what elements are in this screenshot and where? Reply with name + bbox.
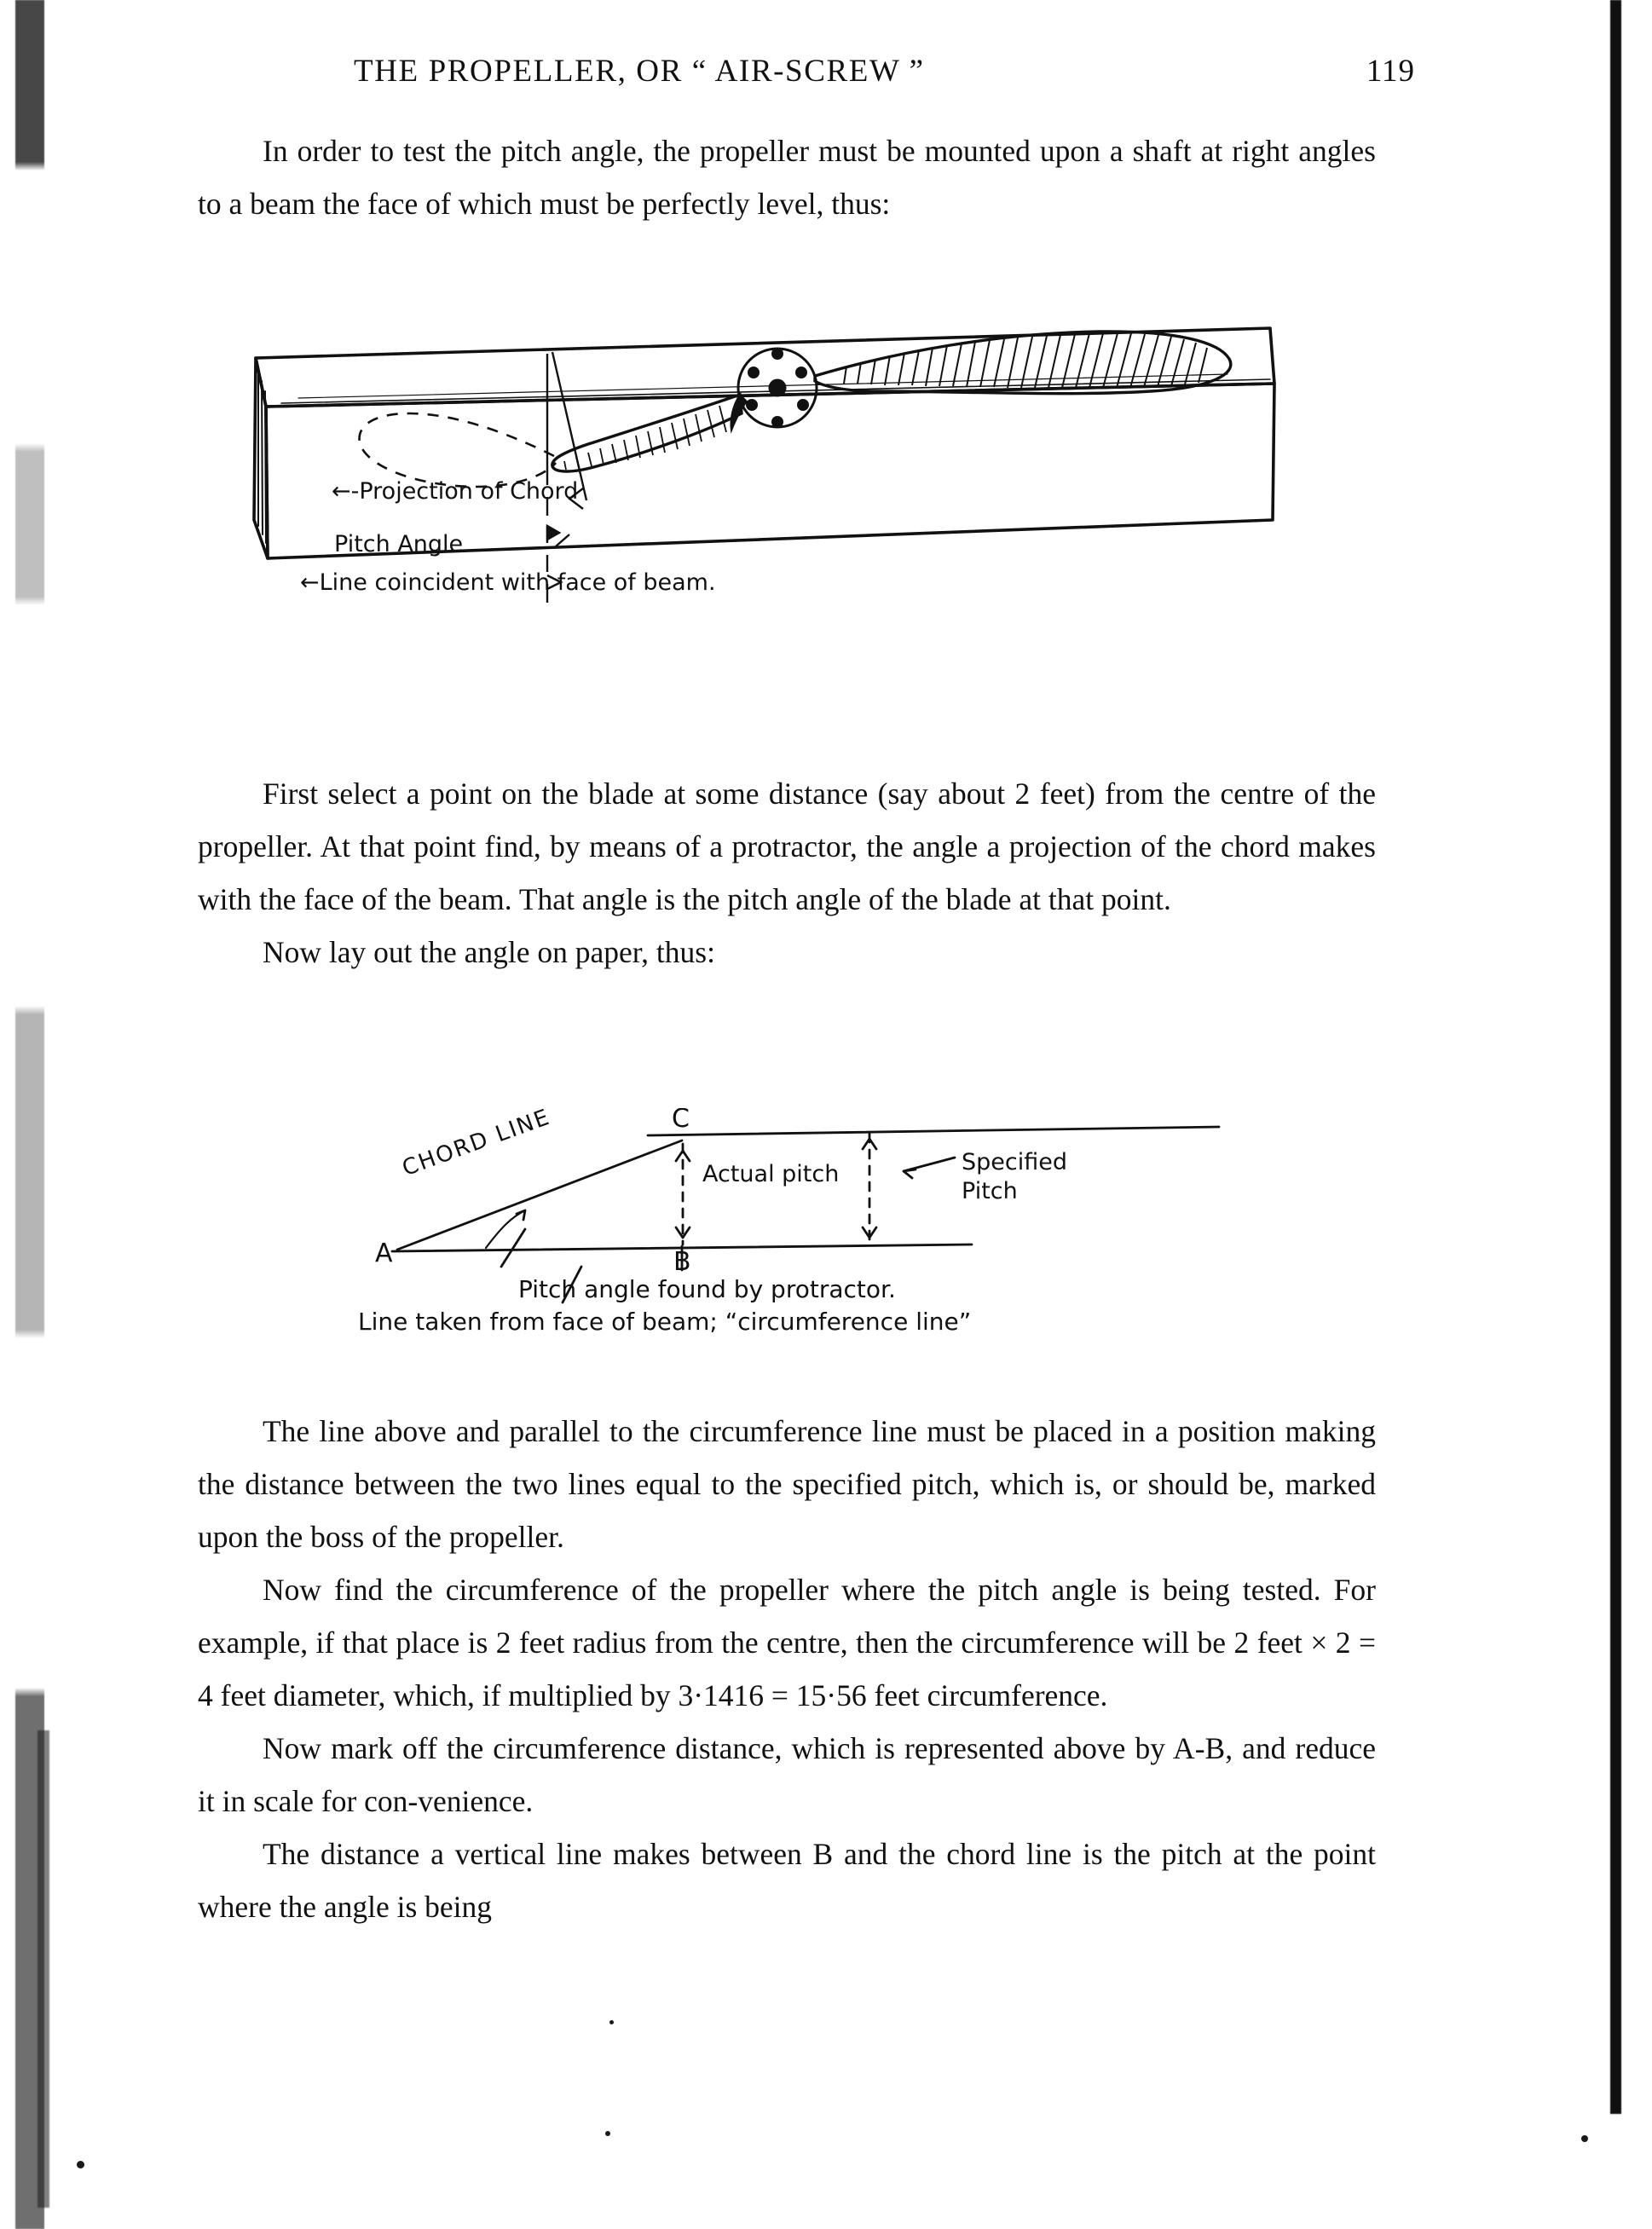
scan-edge-left-lower [38, 1730, 49, 2208]
scan-speck [1581, 2135, 1588, 2142]
paragraph-text: Now lay out the angle on paper, thus: [263, 935, 715, 969]
label-line-coincident-with-beam: ←Line coincident with face of beam. [300, 569, 716, 596]
scan-edge-right [1610, 0, 1621, 2114]
label-actual-pitch: Actual pitch [702, 1161, 840, 1187]
paragraph-text: The distance a vertical line makes between B and the chord line is the pitch at the point where the angle is being [198, 1837, 1376, 1924]
page-header [196, 53, 1415, 90]
paragraph [198, 1828, 1376, 1933]
paragraph-text: The line above and parallel to the circumference line must be placed in a position making the distance between the two lines equal to the specified pitch, which is, or should be, marked upon the boss of the propeller. [198, 1414, 1376, 1554]
text-block-method [198, 767, 1376, 979]
figure-propeller-on-beam [247, 303, 1347, 720]
paragraph [198, 767, 1376, 926]
text-block-intro [198, 124, 1376, 230]
figure-pitch-layout [358, 1104, 1262, 1372]
paragraph [198, 1722, 1376, 1828]
paragraph [198, 124, 1376, 230]
paragraph [198, 1405, 1376, 1563]
label-projection-of-chord: ←-Projection of Chord [332, 478, 579, 505]
label-pitch-angle-found: Pitch angle found by protractor. [518, 1275, 896, 1303]
point-a-label: A [375, 1239, 393, 1268]
page-title: THE PROPELLER, OR “ AIR-SCREW ” [354, 54, 925, 89]
point-b-label: B [673, 1247, 691, 1277]
paragraph [198, 1563, 1376, 1722]
label-chord-line: CHORD LINE [399, 1104, 554, 1182]
label-specified-pitch-line2: Pitch [962, 1178, 1018, 1204]
paragraph-text: Now mark off the circumference distance, which is represented above by A-B, and reduce it in scale for con-venience. [198, 1731, 1376, 1818]
label-specified-pitch-line1: Specified [962, 1149, 1067, 1175]
scan-speck [609, 2020, 614, 2024]
paragraph [198, 926, 1376, 979]
paragraph-text: First select a point on the blade at some distance (say about 2 feet) from the centre of the propeller. At that point find, by means of a protractor, the angle a projection of the chord makes with the face of the beam. That angle is the pitch angle of the blade at that point. [198, 777, 1376, 916]
scan-speck [77, 2161, 84, 2168]
point-c-label: C [672, 1108, 690, 1134]
paragraph-text: In order to test the pitch angle, the propeller must be mounted upon a shaft at right angles to a beam the face of which must be perfectly level, thus: [198, 134, 1376, 221]
paragraph-text: Now find the circumference of the propeller where the pitch angle is being tested. For example, if that place is 2 feet radius from the centre, then the circumference will be 2 feet × 2 = 4 feet diameter, which, if multiplied by 3·1416 = 15·56 feet circumference. [198, 1573, 1376, 1712]
text-block-explanation [198, 1405, 1376, 1933]
label-pitch-angle: Pitch Angle [334, 531, 464, 557]
label-circumference-line: Line taken from face of beam; “circumference line” [358, 1308, 972, 1336]
scan-speck [605, 2131, 610, 2136]
page-number: 119 [1366, 54, 1415, 89]
